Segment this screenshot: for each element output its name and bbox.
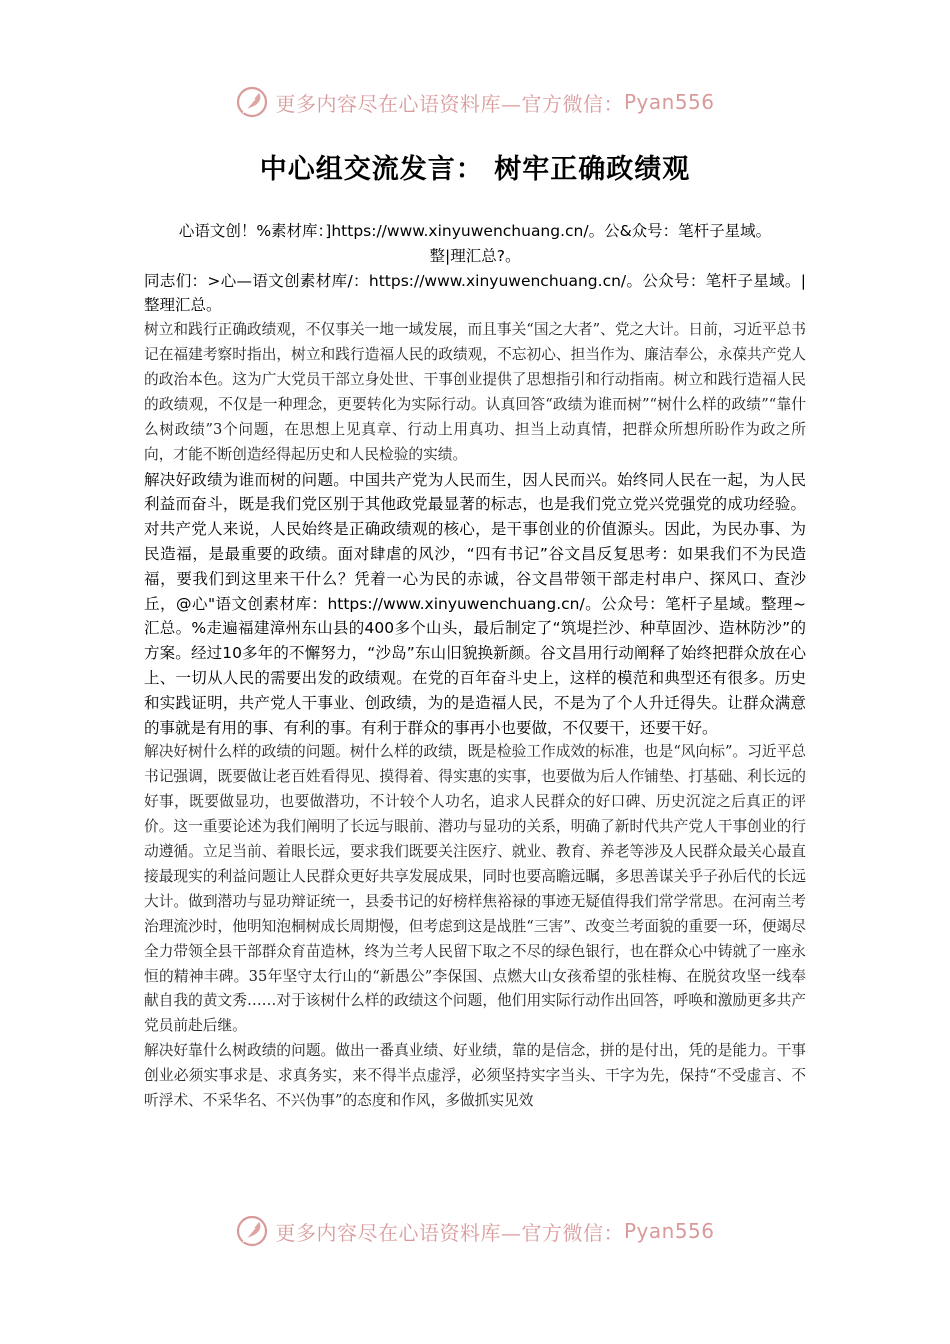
banner-wechat-id: Pyan556 [623, 90, 715, 114]
feather-logo-icon [235, 1214, 269, 1248]
paragraph-2: 解决好政绩为谁而树的问题。中国共产党为人民而生，因人民而兴。始终同人民在一起，为人民利益而奋斗，既是我们党区别于其他政党最显著的标志，也是我们党立党兴党强党的成功经验。对共产党人来说，人民始终是正确政绩观的核心，是干事创业的价值源头。因此，为民办事、为民造福，是最重要的政绩。面对肆虐的风沙，“四有书记”谷文昌反复思考：如果我们不为民造福，要我们到这里来干什么？凭着一心为民的赤诚，谷文昌带领干部走村串户、探风口、查沙丘，@心"语文创素材库：https://www.xinyuwenchuang.cn/。公众号：笔杆子星域。整理~汇总。%走遍福建漳州东山县的400多个山头，最后制定了“筑堤拦沙、种草固沙、造林防沙”的方案。经过10多年的不懈努力，“沙岛”东山旧貌换新颜。谷文昌用行动阐释了始终把群众放在心上、一切从人民的需要出发的政绩观。在党的百年奋斗史上，这样的模范和典型还有很多。历史和实践证明，共产党人干事业、创政绩，为的是造福人民，不是为了个人升迁得失。让群众满意的事就是有用的事、有利的事。有利于群众的事再小也要做，不仅要干，还要干好。 [144, 470, 806, 737]
intro-line-2: 整|理汇总?。 [429, 246, 521, 265]
paragraph-3: 解决好树什么样的政绩的问题。树什么样的政绩，既是检验工作成效的标准，也是“风向标”。习近平总书记强调，既要做让老百姓看得见、摸得着、得实惠的实事，也要做为后人作铺垫、打基础、利长远的好事，既要做显功，也要做潜功，不计较个人功名，追求人民群众的好口碑、历史沉淀之后真正的评价。这一重要论述为我们阐明了长远与眼前、潜功与显功的关系，明确了新时代共产党人干事创业的行动遵循。立足当前、着眼长远，要求我们既要关注医疗、就业、教育、养老等涉及人民群众最关心最直接最现实的利益问题让人民群众更好共享发展成果，同时也要高瞻远瞩，多思善谋关乎子孙后代的长远大计。做到潜功与显功辩证统一，县委书记的好榜样焦裕禄的事迹无疑值得我们常学常思。在河南兰考治理流沙时，他明知泡桐树成长周期慢，但考虑到这是战胜“三害”、改变兰考面貌的重要一环，便竭尽全力带领全县干部群众育苗造林，终为兰考人民留下取之不尽的绿色银行，也在群众心中铸就了一座永恒的精神丰碑。35年坚守太行山的“新愚公”李保国、点燃大山女孩希望的张桂梅、在脱贫攻坚一线奉献自我的黄文秀……对于该树什么样的政绩这个问题，他们用实际行动作出回答，呼唤和激励更多共产党员前赴后继。 [144, 743, 806, 1035]
banner-wechat-id: Pyan556 [623, 1219, 715, 1243]
feather-logo-icon [235, 85, 269, 119]
banner-text: 更多内容尽在心语资料库—官方微信： [275, 1220, 624, 1245]
banner-text: 更多内容尽在心语资料库—官方微信： [275, 91, 624, 116]
footer-watermark-banner [0, 1211, 950, 1251]
header-watermark-banner [0, 82, 950, 122]
intro-line-1: 心语文创！%素材库：]https://www.xinyuwenchuang.cn/。公&众号：笔杆子星域。 [178, 222, 772, 240]
paragraph-1: 树立和践行正确政绩观，不仅事关一地一域发展，而且事关“国之大者”、党之大计。日前，习近平总书记在福建考察时指出，树立和践行造福人民的政绩观，不忘初心、担当作为、廉洁奉公，永葆共产党人的政治本色。这为广大党员干部立身处世、干事创业提供了思想指引和行动指南。树立和践行造福人民的政绩观，不仅是一种理念，更要转化为实际行动。认真回答“政绩为谁而树”“树什么样的政绩”“靠什么树政绩”3个问题，在思想上见真章、行动上用真功、担当上动真情，把群众所想所盼作为政之所向，才能不断创造经得起历史和人民检验的实绩。 [144, 321, 806, 463]
document-title: 中心组交流发言： 树牢正确政绩观 [259, 154, 691, 185]
paragraph-4: 解决好靠什么树政绩的问题。做出一番真业绩、好业绩，靠的是信念，拼的是付出，凭的是能力。干事创业必须实事求是、求真务实，来不得半点虚浮，必须坚持实字当头、干字为先，保持“不受虚言、不听浮术、不采华名、不兴伪事”的态度和作风，多做抓实见效 [144, 1042, 806, 1110]
greeting-paragraph: 同志们：>心—语文创素材库/：https://www.xinyuwenchuang.cn/。公众号：笔杆子星域。|整理汇总。 [144, 271, 806, 315]
document-body [144, 219, 806, 1114]
